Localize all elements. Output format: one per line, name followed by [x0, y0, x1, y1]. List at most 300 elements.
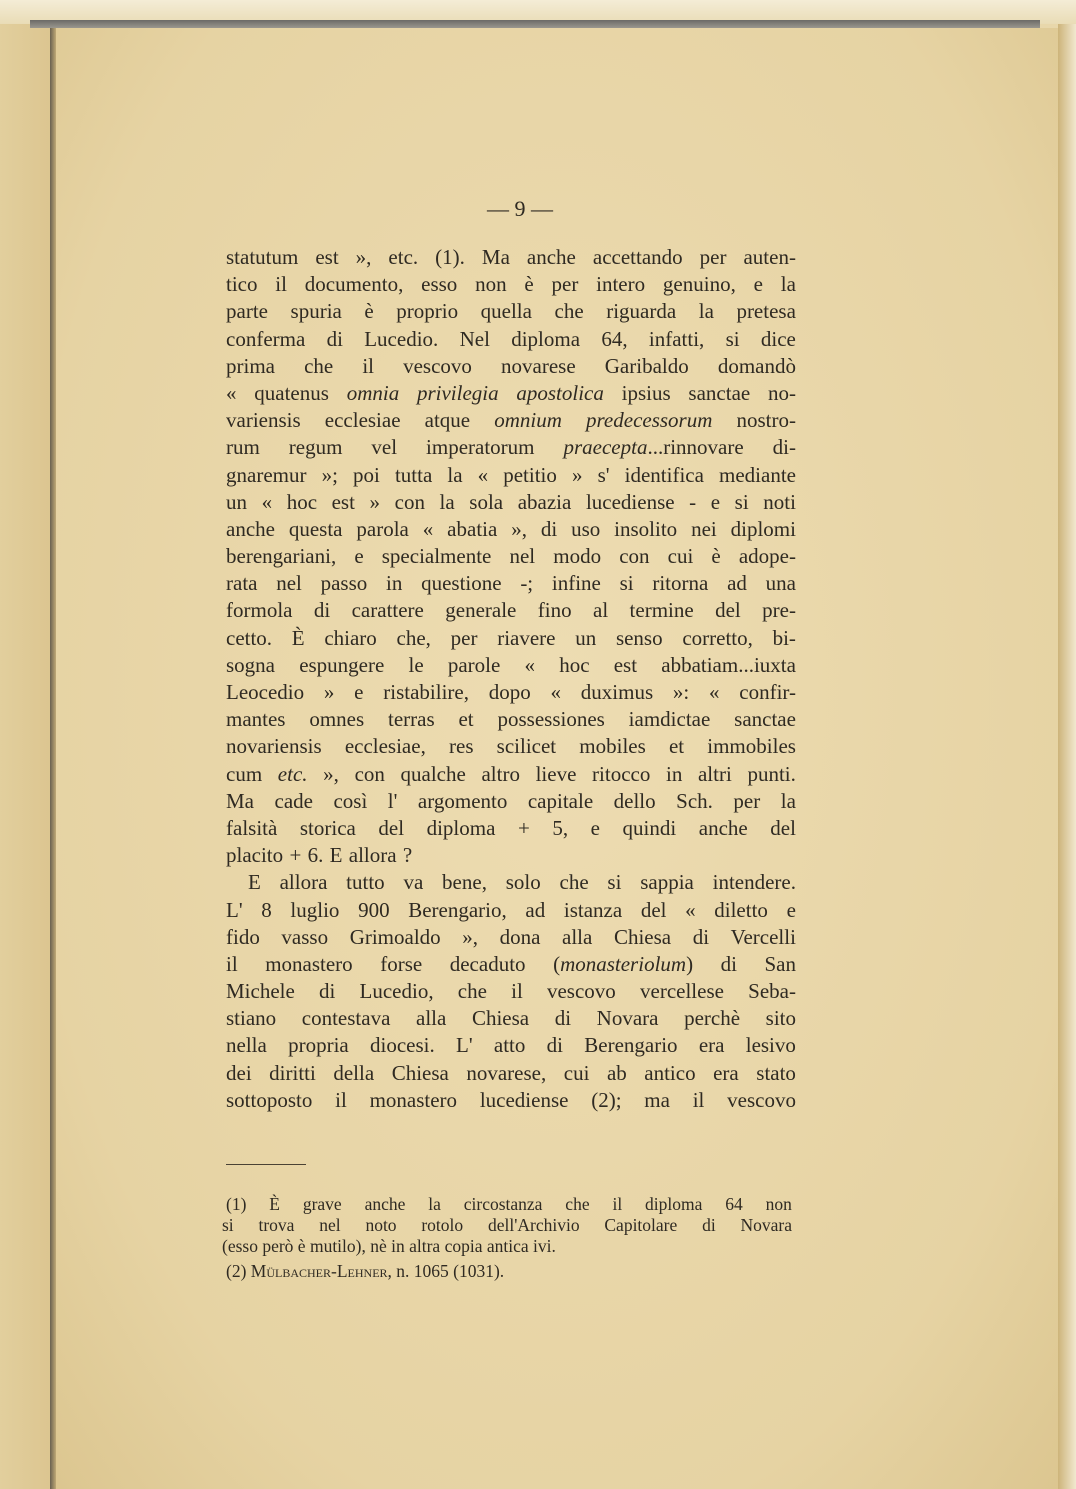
word: Vercelli	[730, 924, 796, 949]
text-line	[226, 353, 796, 380]
word: tutta	[394, 462, 433, 487]
word: terras	[388, 707, 435, 732]
word: iamdictae	[628, 707, 711, 732]
text-line	[226, 1060, 796, 1087]
text-line	[226, 597, 796, 624]
word: hoc	[559, 652, 590, 677]
word: privilegia	[416, 380, 499, 405]
word: identifica	[624, 462, 704, 487]
word: Chiesa	[471, 1006, 530, 1031]
word: L'	[456, 1033, 473, 1058]
word: di	[720, 951, 737, 976]
word: Lucedio.	[364, 326, 439, 351]
word: »	[369, 489, 381, 514]
word: al	[593, 598, 609, 623]
word: proprio	[396, 299, 459, 324]
word: dona	[499, 924, 541, 949]
text-line	[226, 761, 796, 788]
word: del	[378, 815, 405, 840]
word: corretto,	[682, 625, 753, 650]
word: auten-	[743, 245, 796, 269]
word: Garibaldo	[604, 353, 689, 378]
word: sanctae	[688, 380, 751, 405]
word: chiaro	[324, 625, 377, 650]
word: »,	[355, 245, 372, 269]
word: »	[571, 462, 583, 487]
word: genuino,	[662, 272, 736, 297]
word: +	[289, 843, 302, 868]
word: per	[450, 625, 478, 650]
word: domandò	[717, 353, 796, 378]
word: «	[685, 897, 696, 922]
word: tico	[226, 272, 258, 297]
word: anche	[698, 815, 748, 840]
word: è	[364, 299, 374, 324]
word: ma	[644, 1087, 670, 1112]
text-line	[226, 380, 796, 407]
word: lieve	[535, 761, 577, 786]
word: un	[226, 489, 247, 514]
word: una	[765, 571, 796, 596]
word: un	[575, 625, 597, 650]
word: predecessorum	[586, 408, 713, 433]
word: argomento	[417, 788, 508, 813]
word: l'	[387, 788, 398, 813]
word: modo	[553, 544, 602, 569]
word: »:	[672, 680, 690, 704]
word: statutum	[226, 245, 299, 269]
word: «	[550, 680, 562, 704]
word: gnaremur	[226, 462, 307, 487]
word: di	[692, 924, 710, 949]
word: alla	[562, 924, 593, 949]
word: quella	[480, 299, 532, 324]
word: dopo	[488, 680, 531, 704]
text-line	[226, 869, 796, 896]
word: perchè	[684, 1006, 741, 1031]
text-line	[226, 489, 796, 516]
word: che,	[396, 625, 431, 650]
word: è	[524, 272, 534, 297]
word: in	[666, 761, 683, 786]
word: ecclesiae,	[344, 734, 426, 759]
word: placito	[226, 843, 284, 868]
word: con	[619, 544, 650, 569]
word: »;	[321, 462, 338, 487]
word: uso	[571, 516, 601, 541]
word: era	[713, 1060, 739, 1085]
word: ipsius	[621, 380, 671, 405]
word: propria	[288, 1033, 349, 1058]
word: la	[447, 462, 463, 487]
word: carattere	[351, 598, 424, 623]
word: era	[698, 1033, 725, 1058]
word: di	[554, 1006, 572, 1031]
word: la	[439, 489, 455, 514]
word: »,	[511, 516, 527, 541]
word: diocesi.	[370, 1033, 435, 1058]
word: specialmente	[381, 544, 492, 569]
word: E	[248, 870, 261, 895]
word: adope-	[738, 544, 796, 569]
word: nei	[691, 516, 717, 541]
word: intero	[596, 272, 646, 297]
text-line	[226, 679, 796, 706]
word: «	[709, 680, 720, 704]
text-line	[226, 326, 796, 353]
word: apostolica	[516, 380, 604, 405]
word: E	[329, 843, 343, 868]
word: per	[733, 788, 761, 813]
word: per	[551, 272, 579, 297]
word: abatia	[447, 516, 498, 541]
word: immobiles	[707, 734, 796, 759]
word: alla	[416, 1006, 447, 1031]
word: il	[275, 272, 287, 297]
text-line	[226, 788, 796, 815]
word: vescovo	[546, 979, 616, 1004]
scan-top-border	[30, 20, 1040, 28]
text-line	[226, 298, 796, 325]
word: bi-	[772, 625, 796, 650]
word: omnium	[494, 408, 562, 433]
word: in	[386, 571, 403, 596]
page-number: — 9 —	[487, 196, 553, 221]
word: si	[725, 326, 740, 351]
text-line	[226, 706, 796, 733]
word: e	[786, 897, 796, 922]
word: (2);	[591, 1087, 622, 1112]
word: «	[422, 516, 434, 541]
word: di	[313, 598, 331, 623]
word: Nel	[459, 326, 490, 351]
word: sanctae	[734, 707, 796, 732]
text-line	[226, 271, 796, 298]
text-line	[226, 652, 796, 679]
footnote-line: si trova nel noto rotolo dell'Archivio Capitolare di Novara	[222, 1215, 792, 1235]
word: pre-	[762, 598, 796, 623]
word: sito	[765, 1006, 796, 1031]
word: con	[394, 489, 425, 514]
text-line	[226, 897, 796, 924]
word: storica	[299, 815, 356, 840]
word: 64,	[601, 326, 628, 351]
word: espungere	[299, 652, 385, 677]
word: capitale	[527, 788, 594, 813]
word: le	[408, 652, 424, 677]
word: Michele	[226, 979, 295, 1004]
word: «	[261, 489, 273, 514]
word: sappia	[640, 870, 694, 895]
word: monastero	[369, 1087, 458, 1112]
word: omnes	[309, 707, 365, 732]
word: nel	[276, 571, 302, 596]
word: allora	[279, 870, 328, 895]
word: nostro-	[736, 408, 796, 433]
word: il	[692, 1087, 705, 1112]
text-line	[226, 625, 796, 652]
word: il	[335, 1087, 347, 1112]
word: di	[546, 1033, 563, 1058]
word: e	[354, 544, 364, 569]
text-line	[226, 978, 796, 1005]
word: ad	[525, 897, 546, 922]
word: novarese	[501, 353, 576, 378]
word: che	[554, 299, 584, 324]
word: per	[699, 245, 727, 269]
word: sottoposto	[226, 1087, 313, 1112]
text-line	[226, 924, 796, 951]
word: Sch.	[676, 788, 713, 813]
word: cetto.	[226, 625, 273, 650]
word: rum	[226, 435, 260, 460]
word: cui	[563, 1060, 590, 1085]
text-line	[226, 407, 796, 434]
word: istanza	[563, 897, 623, 922]
word: si	[619, 571, 634, 596]
word: Ma	[226, 788, 254, 813]
word: -;	[520, 571, 534, 596]
word: etc.	[277, 761, 308, 786]
word: res	[449, 734, 474, 759]
word: Ma	[481, 245, 510, 269]
word: nel	[509, 544, 536, 569]
word: riguarda	[606, 299, 677, 324]
word: possessiones	[497, 707, 605, 732]
word: 6.	[307, 843, 324, 868]
word: si	[734, 489, 749, 514]
word: novariensis	[226, 734, 322, 759]
word: falsità	[226, 815, 278, 840]
word: della	[333, 1060, 375, 1085]
word: ritorna	[652, 571, 709, 596]
word: »,	[462, 924, 479, 949]
word: cum	[226, 761, 263, 786]
word: confir-	[739, 680, 796, 704]
word: altro	[481, 761, 520, 786]
word: non	[475, 272, 507, 297]
word: Leocedio	[226, 680, 305, 704]
word: questa	[288, 516, 343, 541]
word: fino	[537, 598, 572, 623]
word: conferma	[226, 326, 306, 351]
word: intendere.	[712, 870, 796, 895]
word: formola	[226, 598, 293, 623]
word: L'	[226, 897, 243, 922]
word: vescovo	[727, 1087, 796, 1112]
word: duximus	[580, 680, 654, 704]
text-line	[226, 462, 796, 489]
word: punti.	[747, 761, 796, 786]
word: parola	[356, 516, 409, 541]
word: la	[698, 299, 714, 324]
word: riavere	[497, 625, 556, 650]
word: no-	[767, 380, 796, 405]
word: solo	[505, 870, 541, 895]
word: È	[291, 625, 305, 650]
word: et	[668, 734, 685, 759]
word: Grimoaldo	[349, 924, 441, 949]
word: Chiesa	[613, 924, 672, 949]
footnote-line: (2) Mülbacher-Lehner, n. 1065 (1031).	[226, 1261, 505, 1281]
word: del	[640, 897, 667, 922]
word: Berengario	[584, 1033, 678, 1058]
word: è	[711, 544, 721, 569]
footnotes	[222, 1194, 792, 1282]
word: dice	[760, 326, 796, 351]
word: spuria	[290, 299, 342, 324]
word: stiano	[226, 1006, 277, 1031]
book-gutter	[50, 24, 56, 1489]
word: la	[780, 788, 796, 813]
word: insolito	[614, 516, 678, 541]
word: atto	[493, 1033, 526, 1058]
word: antico	[644, 1060, 696, 1085]
word: 5,	[552, 815, 569, 840]
word: diploma	[511, 326, 581, 351]
word: mediante	[719, 462, 796, 487]
word: cui	[667, 544, 694, 569]
word: parole	[447, 652, 501, 677]
word: abazia	[517, 489, 572, 514]
word: ad	[727, 571, 747, 596]
word: infatti,	[648, 326, 705, 351]
word: vel	[371, 435, 398, 460]
word: generale	[445, 598, 517, 623]
word: et	[458, 707, 474, 732]
text-line	[226, 842, 796, 869]
word: Chiesa	[391, 1060, 449, 1085]
word: berengariani,	[226, 544, 337, 569]
word: Seba-	[748, 979, 796, 1004]
word: Lucedio,	[359, 979, 434, 1004]
word: 8	[261, 897, 272, 922]
word: omnia	[346, 380, 400, 405]
word: tutto	[346, 870, 385, 895]
word: monastero	[265, 951, 353, 976]
word: contestava	[301, 1006, 391, 1031]
word: mobiles	[579, 734, 646, 759]
word: qualche	[400, 761, 466, 786]
word: hoc	[286, 489, 318, 514]
word: stato	[756, 1060, 796, 1085]
word: il	[362, 353, 374, 378]
word: diletto	[714, 897, 768, 922]
word: altri	[697, 761, 732, 786]
word: vasso	[281, 924, 329, 949]
word: «	[524, 652, 536, 677]
page-right-edge	[1058, 24, 1076, 1489]
word: fido	[226, 924, 260, 949]
word: e	[590, 815, 600, 840]
word: variensis	[226, 408, 301, 433]
word: pretesa	[736, 299, 796, 324]
facing-page-edge	[0, 24, 52, 1489]
word: (1).	[435, 245, 465, 269]
text-line	[226, 951, 796, 978]
word: anche	[226, 516, 275, 541]
text-line	[226, 1032, 796, 1059]
word: si	[607, 870, 622, 895]
word: «	[226, 380, 237, 405]
text-line	[226, 1005, 796, 1032]
word: diploma	[426, 815, 496, 840]
text-line	[226, 733, 796, 760]
word: la	[780, 272, 796, 297]
footnote-separator	[226, 1164, 306, 1165]
word: termine	[629, 598, 694, 623]
word: praecepta...rinnovare	[563, 435, 744, 460]
word: così	[333, 788, 368, 813]
word: decaduto	[449, 951, 526, 976]
footnote-line: (1) È grave anche la circostanza che il diploma 64 non	[226, 1194, 792, 1214]
text-line	[226, 1087, 796, 1114]
word: regum	[288, 435, 343, 460]
word: luglio	[290, 897, 340, 922]
word: abbatiam...iuxta	[661, 652, 796, 677]
text-line	[226, 570, 796, 597]
word: vercellese	[640, 979, 724, 1004]
word: ritocco	[592, 761, 651, 786]
word: documento,	[304, 272, 404, 297]
word: parte	[226, 299, 268, 324]
word: che	[559, 870, 589, 895]
word: prima	[226, 353, 275, 378]
word: etc.	[388, 245, 419, 269]
word: di	[319, 979, 336, 1004]
word: »	[323, 680, 335, 704]
word: dello	[613, 788, 656, 813]
word: ?	[402, 843, 413, 868]
word: ab	[606, 1060, 627, 1085]
word: di	[540, 516, 558, 541]
word: est	[331, 489, 355, 514]
word: vescovo	[403, 353, 472, 378]
word: quatenus	[254, 380, 329, 405]
word: nella	[226, 1033, 267, 1058]
word: che	[304, 353, 334, 378]
word: infine	[551, 571, 601, 596]
text-line	[226, 815, 796, 842]
word: est	[613, 652, 638, 677]
word: passo	[320, 571, 368, 596]
word: di-	[772, 435, 796, 460]
word: +	[517, 815, 530, 840]
word: «	[477, 462, 489, 487]
text-line	[226, 244, 796, 271]
word: petitio	[503, 462, 557, 487]
text-line	[226, 516, 796, 543]
word: rata	[226, 571, 258, 596]
word: imperatorum	[426, 435, 535, 460]
word: cade	[274, 788, 313, 813]
word: di	[326, 326, 343, 351]
word: scilicet	[496, 734, 557, 759]
word: San	[764, 951, 796, 976]
word: lucediense	[479, 1087, 569, 1112]
word: 900	[358, 897, 390, 922]
word: »,	[323, 761, 339, 786]
word: lucediense	[585, 489, 675, 514]
footnote-line: (esso però è mutilo), nè in altra copia antica ivi.	[222, 1236, 556, 1256]
word: il	[226, 951, 238, 976]
word: quindi	[622, 815, 677, 840]
word: bene,	[442, 870, 487, 895]
text-line	[226, 434, 796, 461]
word: poi	[353, 462, 380, 487]
word: est	[315, 245, 339, 269]
word: (monasteriolum)	[553, 951, 694, 976]
